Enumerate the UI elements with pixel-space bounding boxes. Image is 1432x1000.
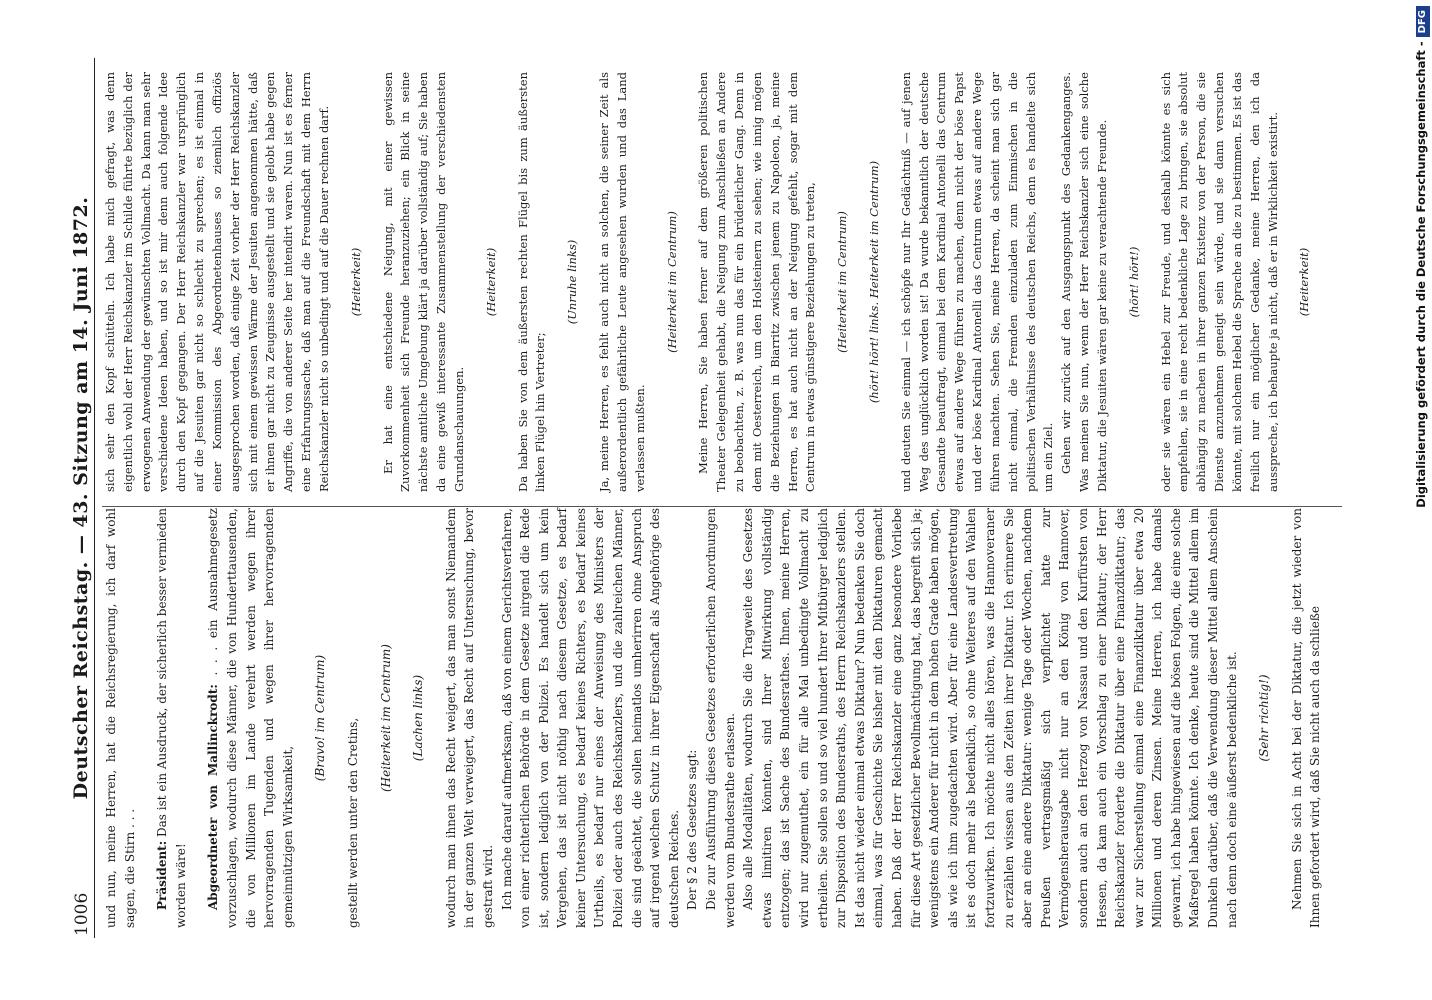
column-divider bbox=[102, 506, 1342, 507]
paragraph-text: gestellt werden unter den Cretins, bbox=[345, 717, 360, 928]
interjection bbox=[1126, 72, 1144, 492]
paragraph bbox=[695, 72, 820, 492]
interjection bbox=[1255, 508, 1274, 928]
paragraph-text: Also alle Modalitäten, wodurch Sie die Tragweite des Gesetzes etwas limitiren könnten, sind Ihrer Mitwirkung vollständig entzogen; das ist Sache des Bundesrathes. Ihnen, meine Herren, wird nur zugemuthet, ein für alle Mal unbedingte Vollmacht zu ertheilen. Sie sollen so und so viel hundert Ihrer Mitbürger lediglich zur Disposition des Bundesraths, des Herrn Reichskanzlers stellen. Ist das nicht wieder einmal etwas Diktatur? Nun bedenken Sie doch einmal, was für Geschichte Sie bisher mit den Diktaturen gemacht haben. Daß der Herr Reichskanzler eine ganz besondere Vorliebe für diese Art gesetzlicher Bevollmächtigung hat, das begreift sich ja; wenigstens ein Anderer für nicht in dem hohen Grade haben mögen, als wie ich ihm zugedachten wird. Aber für eine Landesvertretung ist es doch mehr als bedenklich, so ohne Weiteres auf den Wahlen fortzuwirken. Ich möchte nicht alles hören, was die Hannoveraner zu erzählen wissen aus den Zeiten ihrer Diktatur. Ich erinnere Sie aber an eine andere Diktatur: wenige Tage oder Wochen, nachdem Preußen vertragsmäßig sich verpflichtet hatte zur Vermögensherausgabe nicht nur an den König von Hannover, sondern auch an den Herzog von Nassau und den Kurfürsten von Hessen, da kam auch ein Vorschlag zu einer Diktatur; der Herr Reichskanzler forderte die Diktatur über eine Finanzdiktatur; das war zur Sicherstellung einmal eine Finanzdiktatur über etwa 20 Millionen und deren Zinsen. Meine Herren, ich habe damals gewarnt, ich habe hingewiesen auf die bösen Folgen, die eine solche Maßregel haben könnte. Ich denke, heute sind die Mittel allem im Dunkeln darüber, daß die Verwendung dieser Mittel allem Anschein nach denn doch eine äußerst bedenkliche ist. bbox=[741, 508, 1239, 928]
paragraph bbox=[1158, 72, 1283, 492]
page-header bbox=[70, 58, 95, 938]
interjection bbox=[564, 72, 582, 492]
paragraph bbox=[102, 72, 334, 492]
interjection bbox=[834, 72, 852, 492]
right-column bbox=[102, 72, 1328, 492]
paragraph-text: Der § 2 des Gesetzes sagt: bbox=[685, 749, 700, 910]
speaker-name: Abgeordneter von Mallinckrodt: bbox=[206, 684, 221, 910]
paragraph-text: (hört! hört! links. Heiterkeit im Centrum) bbox=[866, 160, 881, 404]
paragraph bbox=[380, 72, 469, 492]
paragraph-text: (Heiterkeit) bbox=[1297, 247, 1312, 317]
paragraph bbox=[702, 508, 739, 928]
paragraph-text: und deuten Sie einmal — ich schöpfe nur Ihr Gedächtniß — auf jenen Weg des unglücklich worden ist! Da wurde bekanntlich der deutsche Gesandte beauftragt, einmal bei dem Kardinal Antonelli das Centrum etwas auf andere Wege führen zu machen, denn nicht der böse Papst und der böse Kardinal Antonelli das Centrum etwas auf andere Wege führen machten. Sehen Sie, meine Herren, da scheint man sich gar nicht einmal, die Fremden einzuladen zum Einmischen in die politischen Verhältnisse des deutschen Reichs, denn es handelte sich um ein Ziel. bbox=[898, 72, 1056, 492]
interjection bbox=[311, 508, 330, 928]
speech-paragraph bbox=[204, 508, 297, 928]
paragraph-text: (Unruhe links) bbox=[565, 239, 580, 325]
paragraph bbox=[596, 72, 649, 492]
interjection bbox=[409, 508, 428, 928]
paragraph-text: . . . ein Ausnahmegesetz vorzuschlagen, wodurch diese Männer, die von Hunderttausenden, die von Millionen im Lande verehrt werden wegen ihrer hervorragenden Tugenden und wegen ihrer hervorragenden gemeinnützigen Wirksamkeit, bbox=[206, 507, 295, 928]
credit-text: Digitalisierung gefördert durch die Deutsche Forschungsgemeinschaft - bbox=[1414, 41, 1428, 508]
paragraph-text: Er hat eine entschiedene Neigung, mit einer gewissen Zuvorkommenheit sich Freunde heranzuziehen; ein Blick in seine nächste amtliche Umgebung klärt ja darüber vollständig auf; Sie haben da eine gewiß interessante Zusammenstellung der verschiedensten Grundanschauungen. bbox=[380, 72, 466, 492]
paragraph bbox=[683, 508, 702, 928]
interjection bbox=[348, 72, 366, 492]
paragraph-text: Meine Herren, Sie haben ferner auf dem größeren politischen Theater Gelegenheit gehabt, die Neigung zum Anschließen an Andere zu beobachten, z. B. was nun das für ein brüderlicher Gang. Denn in dem mit Oesterreich, um den Holsteinern zu sehen; wie innig mögen die Beziehungen in Biarritz zwischen jenem zu Napoleon, ja, meine Herren, es hat auch nicht an der Neigung gefehlt, sogar mit dem Centrum in etwas günstigere Beziehungen zu treten, bbox=[696, 72, 818, 492]
paragraph bbox=[1058, 72, 1111, 492]
paragraph-text: Gehen wir zurück auf den Ausgangspunkt des Gedankenganges. Was meinen Sie nun, wenn der Herr Reichskanzler sich eine solche Diktatur, die Jesuiten wären gar keine zu verachtende Freunde. bbox=[1059, 72, 1109, 492]
paragraph-text: wodurch man ihnen das Recht weigert, das man sonst Niemandem in der ganzen Welt verweigert, das Recht auf Untersuchung, bevor gestraft wird. bbox=[443, 508, 495, 928]
paragraph-text: Ich mache darauf aufmerksam, daß von einem Gerichtsverfahren, von einer richterlichen Behörde in dem Gesetze nirgend die Rede ist, sondern lediglich von der Polizei. Es handelt sich um kein Vergehen, das ist nicht nöthig nach diesem Gesetze, es bedarf keiner Untersuchung, es bedarf keines Richters, es bedarf keines Urtheils, es bedarf nur eines der Anweisung des Ministers der Polizei oder auch des Reichskanzlers, und die zahlreichen Männer, die sind geächtet, die sollen heimatlos umherirren ohne Anspruch auf irgend welchen Schutz in ihrer Eigenschaft als Angehörige des deutschen Reiches. bbox=[499, 508, 681, 928]
paragraph-text: Die zur Ausführung dieses Gesetzes erforderlichen Anordnungen werden vom Bundesrathe erlassen. bbox=[704, 508, 737, 928]
paragraph bbox=[515, 72, 551, 492]
paragraph bbox=[898, 72, 1058, 492]
paragraph-text: (Sehr richtig!) bbox=[1257, 674, 1272, 762]
paragraph bbox=[739, 508, 1241, 928]
paragraph-text: (Heiterkeit) bbox=[348, 247, 363, 317]
interjection bbox=[1296, 72, 1314, 492]
paragraph-text: und nun, meine Herren, hat die Reichsregierung, ich darf wohl sagen, die Stirn . . . bbox=[104, 508, 137, 928]
paragraph bbox=[1288, 508, 1325, 928]
paragraph-text: Nehmen Sie sich in Acht bei der Diktatur, die jetzt wieder von Ihnen gefordert wird, daß Sie nicht auch da schließe bbox=[1289, 508, 1323, 928]
paragraph-text: (Heiterkeit im Centrum) bbox=[378, 644, 393, 792]
paragraph bbox=[498, 508, 684, 928]
paragraph-text: sich sehr den Kopf schütteln. Ich habe mich gefragt, was denn eigentlich wohl der Herr Reichskanzler im Schilde führte bezüglich der erwogenen Anwendung der gewünschten Vollmacht. Da kann man sehr verschiedene Ideen haben, und so ist mir denn auch folgende Idee durch den Kopf gegangen. Der Herr Reichskanzler war ursprünglich auf die Jesuiten gar nicht so schlecht zu sprechen; es ist einmal in einer Kommission des Abgeordnetenhauses so ziemlich offiziös ausgesprochen worden, daß einige Zeit vorher der Herr Reichskanzler sich mit einem gewissen Wärme der Jesuiten angenommen hätte, daß er ihnen gar nicht zu Zeugnisse ausgestellt und sie gelobt habe gegen Angriffe, die von anderer Seite her intendirt waren. Nun ist es ferner eine Erfahrungssache, daß man auf die Freundschaft mit dem Herrn Reichskanzler nicht so unbedingt und auf die Dauer rechnen darf. bbox=[103, 72, 331, 492]
paragraph-text: (Lachen links) bbox=[411, 674, 426, 762]
paragraph bbox=[344, 508, 363, 928]
interjection bbox=[866, 72, 884, 492]
paragraph-text: Das ist ein Ausdruck, der sicherlich besser vermieden worden wäre! bbox=[155, 508, 188, 928]
paragraph-text: (Heiterkeit im Centrum) bbox=[664, 211, 679, 353]
dfg-logo: DFG bbox=[1416, 6, 1430, 37]
paragraph bbox=[102, 508, 139, 928]
left-column bbox=[102, 508, 1325, 928]
digitization-credit bbox=[1410, 6, 1432, 992]
speech-paragraph bbox=[153, 508, 190, 928]
interjection bbox=[377, 508, 396, 928]
paragraph-text: (Heiterkeit) bbox=[483, 247, 498, 317]
page-title: Deutscher Reichstag. — 43. Sitzung am 14. Juni 1872. bbox=[70, 196, 92, 800]
paragraph-text: (Heiterkeit im Centrum) bbox=[835, 211, 850, 353]
paragraph-text: oder sie wären ein Hebel zur Freude, und deshalb könnte es sich empfehlen, sie in eine recht bedenkliche Lage zu bringen, sie absolut abhängig zu machen in ihrer ganzen Existenz von der Person, die sie Dienste anzunehmen geneigt sein würde, und sie dann versuchen könnte, mit solchem Hebel die Sprache an die zu bestimmen. Es ist das freilich nur ein möglicher Gedanke, meine Herren, den ich da ausspreche, ich behaupte ja nicht, daß er in Wirklichkeit existirt. bbox=[1158, 72, 1280, 492]
page-number: 1006 bbox=[72, 892, 92, 936]
paragraph-text: Da haben Sie von dem äußersten rechten Flügel bis zum äußersten linken Flügel hin Vertreter; bbox=[515, 72, 548, 492]
speaker-name: Präsident: bbox=[155, 840, 170, 910]
interjection bbox=[664, 72, 682, 492]
paragraph-text: (Bravo! im Centrum) bbox=[313, 654, 328, 782]
paragraph-text: (hört! hört!) bbox=[1126, 246, 1141, 318]
paragraph-text: Ja, meine Herren, es fehlt auch nicht an solchen, die seiner Zeit als außerordentlich gefährliche Leute angesehen wurden und das Land verlassen mußten. bbox=[597, 72, 647, 492]
paragraph bbox=[442, 508, 498, 928]
interjection bbox=[483, 72, 501, 492]
